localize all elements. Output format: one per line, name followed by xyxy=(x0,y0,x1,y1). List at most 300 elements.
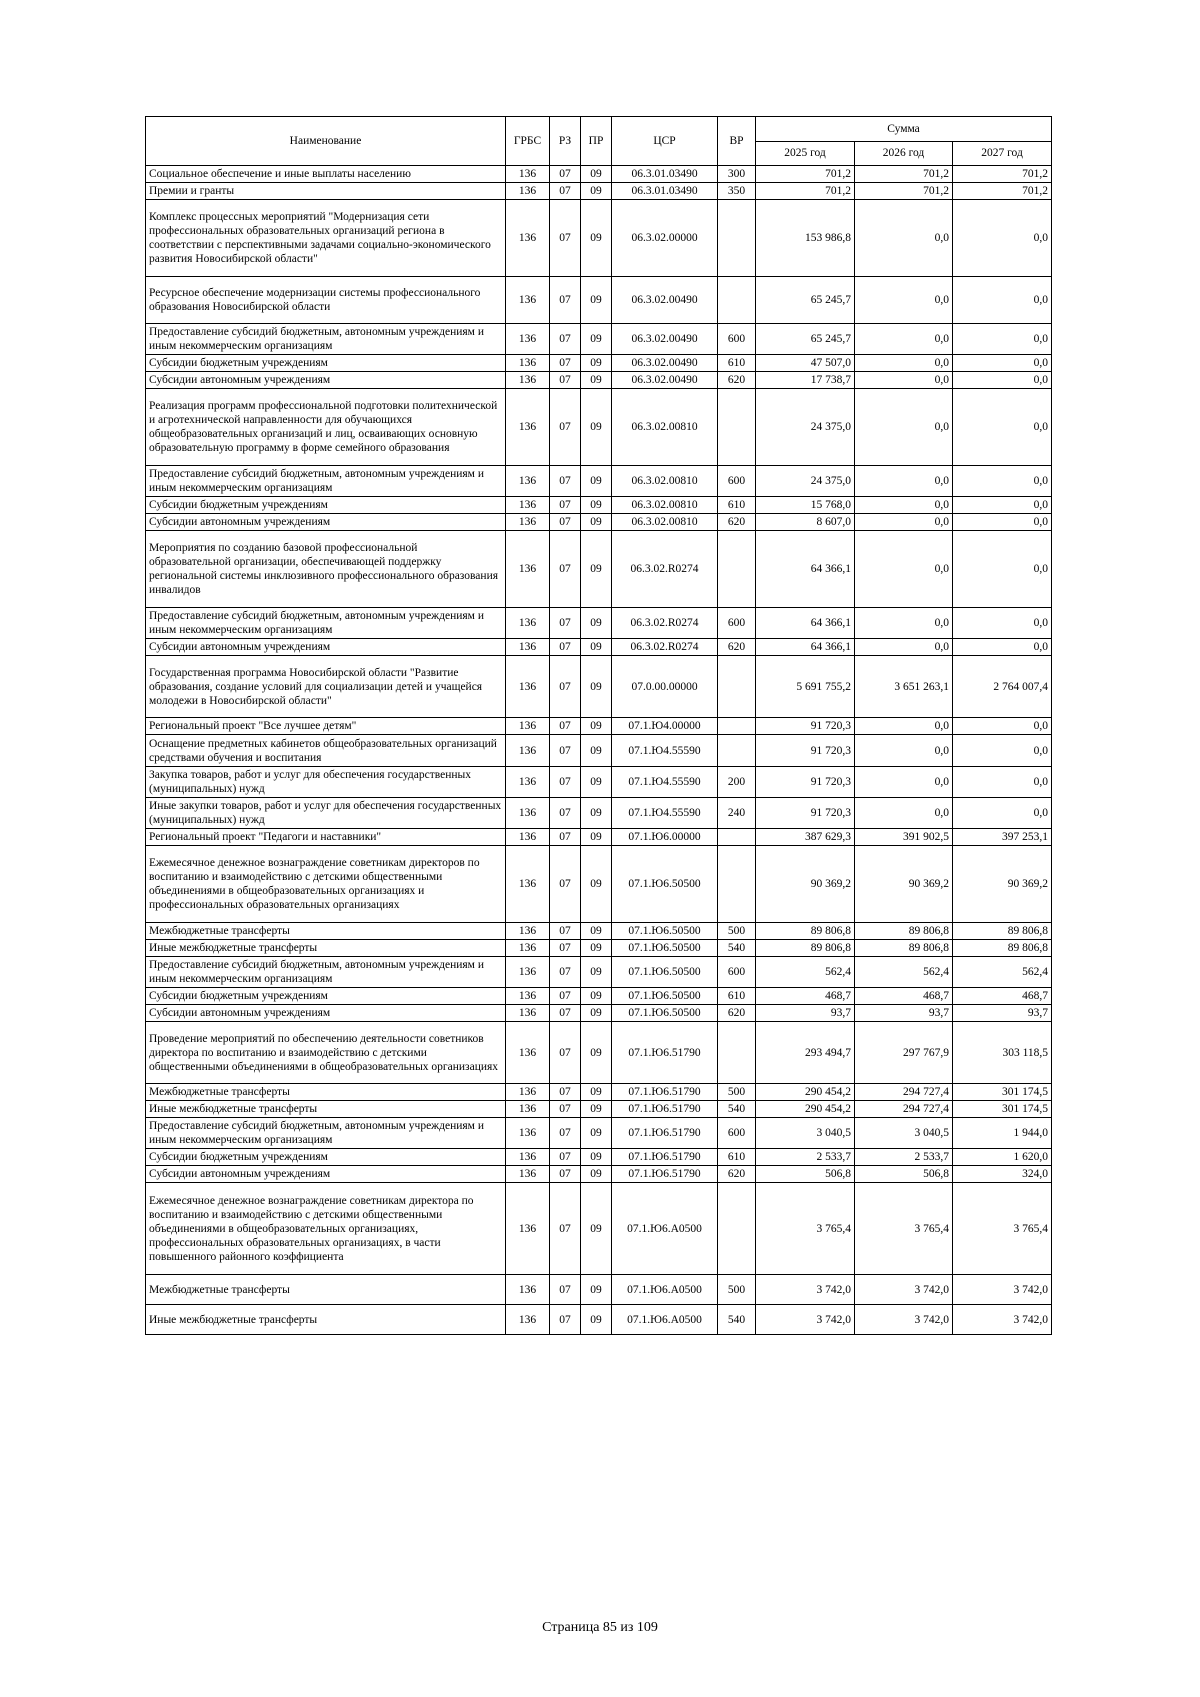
cell-csr: 07.1.Ю6.А0500 xyxy=(612,1275,718,1305)
cell-pr: 09 xyxy=(581,355,612,372)
cell-2025: 701,2 xyxy=(756,166,855,183)
cell-grbs: 136 xyxy=(506,846,550,923)
cell-2026: 3 742,0 xyxy=(855,1305,953,1335)
table-row xyxy=(146,166,1052,183)
cell-2027: 0,0 xyxy=(953,497,1052,514)
header-csr: ЦСР xyxy=(612,117,718,166)
table-row xyxy=(146,497,1052,514)
cell-vr: 200 xyxy=(718,767,756,798)
table-row xyxy=(146,656,1052,718)
cell-vr: 500 xyxy=(718,1275,756,1305)
cell-rz: 07 xyxy=(550,718,581,735)
cell-grbs: 136 xyxy=(506,372,550,389)
header-sum: Сумма xyxy=(756,117,1052,142)
table-row xyxy=(146,846,1052,923)
header-year-2027: 2027 год xyxy=(953,141,1052,166)
cell-rz: 07 xyxy=(550,497,581,514)
table-row xyxy=(146,1022,1052,1084)
cell-csr: 07.1.Ю6.51790 xyxy=(612,1022,718,1084)
budget-table xyxy=(145,116,1052,1335)
cell-pr: 09 xyxy=(581,200,612,277)
cell-2025: 91 720,3 xyxy=(756,735,855,767)
cell-name: Субсидии бюджетным учреждениям xyxy=(146,497,506,514)
cell-2025: 468,7 xyxy=(756,988,855,1005)
cell-name: Межбюджетные трансферты xyxy=(146,923,506,940)
cell-pr: 09 xyxy=(581,1084,612,1101)
table-row xyxy=(146,1183,1052,1275)
table-body xyxy=(146,166,1052,1335)
cell-rz: 07 xyxy=(550,466,581,497)
table-row xyxy=(146,639,1052,656)
cell-grbs: 136 xyxy=(506,767,550,798)
cell-vr: 620 xyxy=(718,514,756,531)
cell-2025: 290 454,2 xyxy=(756,1084,855,1101)
header-year-2025: 2025 год xyxy=(756,141,855,166)
cell-2026: 0,0 xyxy=(855,608,953,639)
cell-rz: 07 xyxy=(550,277,581,324)
cell-2026: 0,0 xyxy=(855,497,953,514)
cell-vr: 600 xyxy=(718,324,756,355)
cell-csr: 07.1.Ю4.55590 xyxy=(612,767,718,798)
cell-2025: 3 742,0 xyxy=(756,1275,855,1305)
cell-rz: 07 xyxy=(550,940,581,957)
cell-2026: 3 742,0 xyxy=(855,1275,953,1305)
cell-2026: 0,0 xyxy=(855,531,953,608)
cell-2025: 93,7 xyxy=(756,1005,855,1022)
cell-grbs: 136 xyxy=(506,1005,550,1022)
cell-pr: 09 xyxy=(581,767,612,798)
cell-name: Реализация программ профессиональной подготовки политехнической и агротехнической направленности для обучающихся общеобразовательных организаций и лиц, осваивающих основную образовательную программу в форме семейного образования xyxy=(146,389,506,466)
cell-2026: 3 651 263,1 xyxy=(855,656,953,718)
cell-2026: 0,0 xyxy=(855,324,953,355)
cell-name: Иные закупки товаров, работ и услуг для обеспечения государственных (муниципальных) нужд xyxy=(146,798,506,829)
table-row xyxy=(146,1118,1052,1149)
cell-name: Субсидии бюджетным учреждениям xyxy=(146,355,506,372)
cell-2025: 24 375,0 xyxy=(756,466,855,497)
cell-vr xyxy=(718,277,756,324)
cell-csr: 07.1.Ю6.50500 xyxy=(612,988,718,1005)
cell-2025: 89 806,8 xyxy=(756,940,855,957)
cell-pr: 09 xyxy=(581,639,612,656)
cell-grbs: 136 xyxy=(506,1084,550,1101)
cell-grbs: 136 xyxy=(506,497,550,514)
cell-csr: 06.3.02.R0274 xyxy=(612,639,718,656)
cell-csr: 07.1.Ю4.55590 xyxy=(612,798,718,829)
cell-pr: 09 xyxy=(581,1101,612,1118)
cell-grbs: 136 xyxy=(506,389,550,466)
cell-csr: 07.1.Ю6.А0500 xyxy=(612,1183,718,1275)
cell-name: Социальное обеспечение и иные выплаты населению xyxy=(146,166,506,183)
cell-csr: 06.3.01.03490 xyxy=(612,183,718,200)
cell-2026: 562,4 xyxy=(855,957,953,988)
cell-csr: 06.3.02.00000 xyxy=(612,200,718,277)
cell-grbs: 136 xyxy=(506,277,550,324)
cell-pr: 09 xyxy=(581,1183,612,1275)
cell-2027: 0,0 xyxy=(953,639,1052,656)
cell-name: Иные межбюджетные трансферты xyxy=(146,1305,506,1335)
cell-name: Предоставление субсидий бюджетным, автономным учреждениям и иным некоммерческим организациям xyxy=(146,1118,506,1149)
cell-2027: 3 742,0 xyxy=(953,1275,1052,1305)
table-row xyxy=(146,372,1052,389)
cell-name: Ежемесячное денежное вознаграждение советникам директоров по воспитанию и взаимодействию с детскими общественными объединениями в общеобразовательных организациях и профессиональных образовательных организациях xyxy=(146,846,506,923)
cell-vr: 500 xyxy=(718,923,756,940)
cell-name: Иные межбюджетные трансферты xyxy=(146,940,506,957)
cell-pr: 09 xyxy=(581,389,612,466)
cell-2026: 0,0 xyxy=(855,355,953,372)
cell-csr: 06.3.02.00490 xyxy=(612,372,718,389)
cell-name: Субсидии бюджетным учреждениям xyxy=(146,1149,506,1166)
cell-rz: 07 xyxy=(550,767,581,798)
cell-2027: 0,0 xyxy=(953,798,1052,829)
cell-pr: 09 xyxy=(581,372,612,389)
cell-name: Ежемесячное денежное вознаграждение советникам директора по воспитанию и взаимодействию с детскими общественными объединениями в общеобразовательных организациях, профессиональных образовательных организациях, в части повышенного районного коэффициента xyxy=(146,1183,506,1275)
cell-2025: 5 691 755,2 xyxy=(756,656,855,718)
cell-pr: 09 xyxy=(581,1149,612,1166)
header-year-2026: 2026 год xyxy=(855,141,953,166)
cell-2027: 0,0 xyxy=(953,355,1052,372)
cell-2025: 3 040,5 xyxy=(756,1118,855,1149)
cell-name: Проведение мероприятий по обеспечению деятельности советников директора по воспитанию и взаимодействию с детскими общественными объединениями в общеобразовательных организациях xyxy=(146,1022,506,1084)
cell-name: Иные межбюджетные трансферты xyxy=(146,1101,506,1118)
cell-csr: 06.3.02.00810 xyxy=(612,497,718,514)
cell-csr: 07.1.Ю6.50500 xyxy=(612,957,718,988)
cell-2025: 562,4 xyxy=(756,957,855,988)
cell-2027: 0,0 xyxy=(953,531,1052,608)
cell-2026: 93,7 xyxy=(855,1005,953,1022)
cell-vr: 600 xyxy=(718,608,756,639)
cell-2025: 290 454,2 xyxy=(756,1101,855,1118)
cell-2026: 0,0 xyxy=(855,466,953,497)
cell-name: Оснащение предметных кабинетов общеобразовательных организаций средствами обучения и воспитания xyxy=(146,735,506,767)
cell-pr: 09 xyxy=(581,514,612,531)
cell-csr: 06.3.02.00810 xyxy=(612,466,718,497)
cell-name: Государственная программа Новосибирской области "Развитие образования, создание условий для социализации детей и учащейся молодежи в Новосибирской области" xyxy=(146,656,506,718)
cell-2027: 0,0 xyxy=(953,735,1052,767)
cell-rz: 07 xyxy=(550,531,581,608)
cell-rz: 07 xyxy=(550,608,581,639)
cell-csr: 07.1.Ю4.55590 xyxy=(612,735,718,767)
cell-csr: 07.0.00.00000 xyxy=(612,656,718,718)
cell-name: Региональный проект "Педагоги и наставники" xyxy=(146,829,506,846)
cell-rz: 07 xyxy=(550,1005,581,1022)
cell-pr: 09 xyxy=(581,846,612,923)
cell-grbs: 136 xyxy=(506,735,550,767)
cell-rz: 07 xyxy=(550,1149,581,1166)
cell-grbs: 136 xyxy=(506,988,550,1005)
cell-pr: 09 xyxy=(581,829,612,846)
cell-name: Субсидии автономным учреждениям xyxy=(146,639,506,656)
cell-rz: 07 xyxy=(550,1022,581,1084)
table-row xyxy=(146,767,1052,798)
cell-2026: 90 369,2 xyxy=(855,846,953,923)
cell-2025: 3 742,0 xyxy=(756,1305,855,1335)
header-rz: РЗ xyxy=(550,117,581,166)
cell-vr: 610 xyxy=(718,497,756,514)
cell-vr: 240 xyxy=(718,798,756,829)
cell-vr: 600 xyxy=(718,466,756,497)
cell-csr: 06.3.02.00490 xyxy=(612,277,718,324)
cell-rz: 07 xyxy=(550,183,581,200)
cell-grbs: 136 xyxy=(506,1166,550,1183)
cell-2027: 93,7 xyxy=(953,1005,1052,1022)
cell-grbs: 136 xyxy=(506,1022,550,1084)
cell-2027: 3 765,4 xyxy=(953,1183,1052,1275)
cell-pr: 09 xyxy=(581,957,612,988)
cell-2026: 506,8 xyxy=(855,1166,953,1183)
cell-rz: 07 xyxy=(550,923,581,940)
table-row xyxy=(146,466,1052,497)
cell-name: Предоставление субсидий бюджетным, автономным учреждениям и иным некоммерческим организациям xyxy=(146,957,506,988)
cell-csr: 07.1.Ю6.50500 xyxy=(612,846,718,923)
cell-pr: 09 xyxy=(581,1166,612,1183)
cell-2025: 8 607,0 xyxy=(756,514,855,531)
cell-name: Предоставление субсидий бюджетным, автономным учреждениям и иным некоммерческим организациям xyxy=(146,608,506,639)
cell-vr: 350 xyxy=(718,183,756,200)
cell-pr: 09 xyxy=(581,940,612,957)
cell-2027: 303 118,5 xyxy=(953,1022,1052,1084)
cell-name: Региональный проект "Все лучшее детям" xyxy=(146,718,506,735)
cell-name: Субсидии автономным учреждениям xyxy=(146,1005,506,1022)
cell-grbs: 136 xyxy=(506,829,550,846)
cell-vr xyxy=(718,389,756,466)
cell-vr: 540 xyxy=(718,940,756,957)
table-row xyxy=(146,957,1052,988)
cell-grbs: 136 xyxy=(506,656,550,718)
cell-2027: 0,0 xyxy=(953,608,1052,639)
cell-grbs: 136 xyxy=(506,940,550,957)
cell-vr: 620 xyxy=(718,1166,756,1183)
table-row xyxy=(146,183,1052,200)
cell-2025: 65 245,7 xyxy=(756,277,855,324)
cell-pr: 09 xyxy=(581,923,612,940)
cell-vr: 540 xyxy=(718,1305,756,1335)
cell-rz: 07 xyxy=(550,372,581,389)
cell-csr: 06.3.02.R0274 xyxy=(612,531,718,608)
table-row xyxy=(146,988,1052,1005)
cell-2027: 89 806,8 xyxy=(953,923,1052,940)
table-row xyxy=(146,1275,1052,1305)
cell-2027: 397 253,1 xyxy=(953,829,1052,846)
cell-vr: 610 xyxy=(718,988,756,1005)
cell-csr: 06.3.02.00810 xyxy=(612,514,718,531)
cell-rz: 07 xyxy=(550,656,581,718)
cell-rz: 07 xyxy=(550,1305,581,1335)
cell-rz: 07 xyxy=(550,639,581,656)
cell-2026: 89 806,8 xyxy=(855,923,953,940)
cell-2026: 0,0 xyxy=(855,767,953,798)
cell-2025: 64 366,1 xyxy=(756,639,855,656)
cell-vr xyxy=(718,531,756,608)
cell-grbs: 136 xyxy=(506,1275,550,1305)
cell-vr xyxy=(718,1022,756,1084)
cell-vr xyxy=(718,718,756,735)
cell-grbs: 136 xyxy=(506,514,550,531)
cell-rz: 07 xyxy=(550,829,581,846)
cell-pr: 09 xyxy=(581,1005,612,1022)
cell-name: Ресурсное обеспечение модернизации системы профессионального образования Новосибирской области xyxy=(146,277,506,324)
cell-csr: 07.1.Ю6.50500 xyxy=(612,1005,718,1022)
table-row xyxy=(146,1101,1052,1118)
cell-2026: 701,2 xyxy=(855,166,953,183)
cell-2026: 468,7 xyxy=(855,988,953,1005)
table-row xyxy=(146,940,1052,957)
cell-2026: 701,2 xyxy=(855,183,953,200)
cell-vr xyxy=(718,656,756,718)
cell-2025: 91 720,3 xyxy=(756,798,855,829)
cell-2025: 15 768,0 xyxy=(756,497,855,514)
cell-rz: 07 xyxy=(550,1275,581,1305)
cell-rz: 07 xyxy=(550,1084,581,1101)
cell-pr: 09 xyxy=(581,466,612,497)
cell-csr: 07.1.Ю4.00000 xyxy=(612,718,718,735)
cell-vr: 600 xyxy=(718,1118,756,1149)
cell-2026: 294 727,4 xyxy=(855,1101,953,1118)
cell-rz: 07 xyxy=(550,735,581,767)
cell-grbs: 136 xyxy=(506,1183,550,1275)
cell-2027: 301 174,5 xyxy=(953,1101,1052,1118)
cell-2025: 64 366,1 xyxy=(756,531,855,608)
cell-2026: 0,0 xyxy=(855,798,953,829)
cell-2027: 3 742,0 xyxy=(953,1305,1052,1335)
cell-pr: 09 xyxy=(581,531,612,608)
cell-vr: 620 xyxy=(718,1005,756,1022)
cell-rz: 07 xyxy=(550,1118,581,1149)
cell-csr: 07.1.Ю6.51790 xyxy=(612,1166,718,1183)
table-row xyxy=(146,1305,1052,1335)
cell-pr: 09 xyxy=(581,1118,612,1149)
cell-grbs: 136 xyxy=(506,718,550,735)
cell-grbs: 136 xyxy=(506,466,550,497)
cell-grbs: 136 xyxy=(506,1305,550,1335)
table-row xyxy=(146,200,1052,277)
cell-2026: 0,0 xyxy=(855,735,953,767)
cell-2027: 89 806,8 xyxy=(953,940,1052,957)
cell-grbs: 136 xyxy=(506,166,550,183)
cell-rz: 07 xyxy=(550,324,581,355)
cell-2027: 0,0 xyxy=(953,767,1052,798)
cell-pr: 09 xyxy=(581,735,612,767)
cell-name: Межбюджетные трансферты xyxy=(146,1084,506,1101)
cell-name: Межбюджетные трансферты xyxy=(146,1275,506,1305)
table-row xyxy=(146,798,1052,829)
cell-rz: 07 xyxy=(550,798,581,829)
cell-2025: 91 720,3 xyxy=(756,767,855,798)
cell-rz: 07 xyxy=(550,1166,581,1183)
cell-2025: 91 720,3 xyxy=(756,718,855,735)
cell-2025: 90 369,2 xyxy=(756,846,855,923)
cell-2025: 24 375,0 xyxy=(756,389,855,466)
cell-vr: 610 xyxy=(718,355,756,372)
cell-2026: 0,0 xyxy=(855,639,953,656)
cell-2026: 297 767,9 xyxy=(855,1022,953,1084)
table-row xyxy=(146,389,1052,466)
cell-grbs: 136 xyxy=(506,639,550,656)
table-row xyxy=(146,1166,1052,1183)
cell-rz: 07 xyxy=(550,514,581,531)
cell-grbs: 136 xyxy=(506,531,550,608)
cell-rz: 07 xyxy=(550,389,581,466)
cell-rz: 07 xyxy=(550,200,581,277)
table-header xyxy=(146,117,1052,166)
cell-2027: 301 174,5 xyxy=(953,1084,1052,1101)
header-pr: ПР xyxy=(581,117,612,166)
cell-2025: 47 507,0 xyxy=(756,355,855,372)
cell-2027: 0,0 xyxy=(953,718,1052,735)
cell-grbs: 136 xyxy=(506,1118,550,1149)
cell-csr: 07.1.Ю6.51790 xyxy=(612,1101,718,1118)
cell-pr: 09 xyxy=(581,798,612,829)
cell-2025: 89 806,8 xyxy=(756,923,855,940)
cell-2026: 0,0 xyxy=(855,514,953,531)
cell-2025: 506,8 xyxy=(756,1166,855,1183)
table-row xyxy=(146,514,1052,531)
cell-2025: 153 986,8 xyxy=(756,200,855,277)
cell-vr: 610 xyxy=(718,1149,756,1166)
cell-vr xyxy=(718,829,756,846)
table-row xyxy=(146,277,1052,324)
cell-rz: 07 xyxy=(550,355,581,372)
cell-2027: 0,0 xyxy=(953,514,1052,531)
cell-2025: 65 245,7 xyxy=(756,324,855,355)
cell-name: Премии и гранты xyxy=(146,183,506,200)
cell-pr: 09 xyxy=(581,656,612,718)
cell-2026: 3 765,4 xyxy=(855,1183,953,1275)
cell-name: Субсидии бюджетным учреждениям xyxy=(146,988,506,1005)
cell-rz: 07 xyxy=(550,1101,581,1118)
cell-pr: 09 xyxy=(581,988,612,1005)
cell-csr: 06.3.02.00490 xyxy=(612,355,718,372)
cell-2027: 0,0 xyxy=(953,200,1052,277)
cell-rz: 07 xyxy=(550,988,581,1005)
cell-2027: 562,4 xyxy=(953,957,1052,988)
table-row xyxy=(146,1005,1052,1022)
table-row xyxy=(146,531,1052,608)
cell-csr: 07.1.Ю6.50500 xyxy=(612,940,718,957)
cell-csr: 07.1.Ю6.51790 xyxy=(612,1118,718,1149)
cell-grbs: 136 xyxy=(506,1149,550,1166)
cell-pr: 09 xyxy=(581,1305,612,1335)
cell-vr xyxy=(718,846,756,923)
cell-pr: 09 xyxy=(581,608,612,639)
table-row xyxy=(146,718,1052,735)
cell-csr: 07.1.Ю6.51790 xyxy=(612,1149,718,1166)
table-row xyxy=(146,608,1052,639)
cell-2026: 2 533,7 xyxy=(855,1149,953,1166)
cell-vr xyxy=(718,735,756,767)
cell-rz: 07 xyxy=(550,846,581,923)
cell-2026: 0,0 xyxy=(855,200,953,277)
cell-grbs: 136 xyxy=(506,200,550,277)
table-row xyxy=(146,1084,1052,1101)
cell-2027: 468,7 xyxy=(953,988,1052,1005)
cell-csr: 07.1.Ю6.00000 xyxy=(612,829,718,846)
cell-vr: 300 xyxy=(718,166,756,183)
cell-grbs: 136 xyxy=(506,957,550,988)
cell-2027: 0,0 xyxy=(953,389,1052,466)
cell-pr: 09 xyxy=(581,183,612,200)
cell-2025: 387 629,3 xyxy=(756,829,855,846)
cell-pr: 09 xyxy=(581,718,612,735)
cell-csr: 07.1.Ю6.А0500 xyxy=(612,1305,718,1335)
cell-vr: 500 xyxy=(718,1084,756,1101)
cell-2026: 89 806,8 xyxy=(855,940,953,957)
cell-grbs: 136 xyxy=(506,324,550,355)
cell-rz: 07 xyxy=(550,166,581,183)
cell-2025: 293 494,7 xyxy=(756,1022,855,1084)
cell-vr: 600 xyxy=(718,957,756,988)
cell-csr: 07.1.Ю6.50500 xyxy=(612,923,718,940)
cell-2027: 0,0 xyxy=(953,324,1052,355)
